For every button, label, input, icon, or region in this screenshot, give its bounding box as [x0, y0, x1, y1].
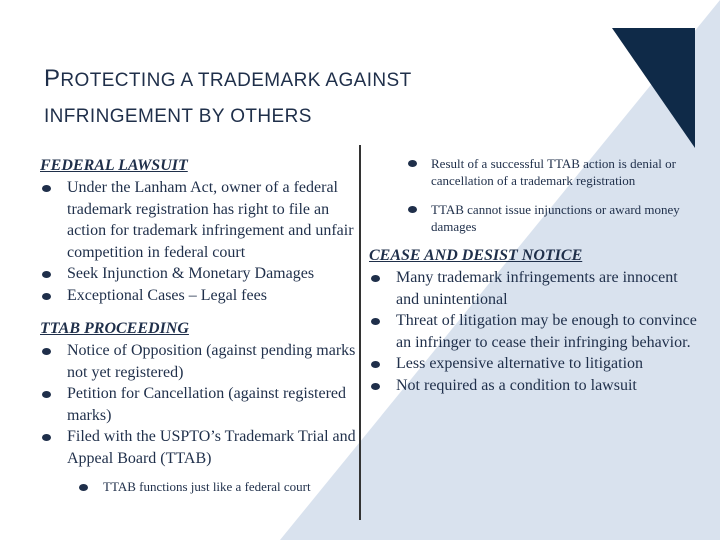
list-item — [40, 263, 360, 285]
list-item-text: TTAB cannot issue injunctions or award money damages — [431, 202, 680, 234]
bullet-icon — [79, 484, 88, 491]
federal-lawsuit-heading: FEDERAL LAWSUIT — [40, 157, 188, 174]
ttab-proceeding-heading: TTAB PROCEEDING — [40, 320, 189, 337]
list-item-text: Under the Lanham Act, owner of a federal trademark registration has right to file an action for trademark infringement and unfair competition in federal court — [67, 179, 354, 261]
list-item — [40, 177, 360, 263]
bullet-icon — [42, 391, 51, 398]
list-item — [40, 426, 360, 469]
list-item-text: Filed with the USPTO’s Trademark Trial and Appeal Board (TTAB) — [67, 428, 356, 467]
slide-title — [44, 66, 604, 130]
sub-list-item — [40, 478, 360, 495]
list-item — [369, 375, 699, 397]
cease-and-desist-heading: CEASE AND DESIST NOTICE — [369, 247, 583, 264]
bullet-icon — [42, 348, 51, 355]
bullet-icon — [408, 160, 417, 167]
list-item-text: Less expensive alternative to litigation — [396, 355, 644, 372]
list-item-text: Notice of Opposition (against pending marks not yet registered) — [67, 342, 356, 381]
bullet-icon — [371, 361, 380, 368]
cease-and-desist-list — [369, 267, 699, 396]
list-item-text: Seek Injunction & Monetary Damages — [67, 265, 315, 282]
list-item-text: TTAB functions just like a federal court — [103, 479, 311, 494]
list-item — [40, 285, 360, 307]
list-item — [369, 201, 699, 235]
title-line-1 — [44, 66, 604, 94]
right-column — [369, 155, 699, 396]
list-item-text: Not required as a condition to lawsuit — [396, 376, 637, 394]
title-initial: P — [44, 65, 61, 92]
list-item-text: Exceptional Cases – Legal fees — [67, 286, 267, 304]
list-item — [369, 155, 699, 189]
list-item — [40, 340, 360, 383]
list-item-text: Threat of litigation may be enough to convince an infringer to cease their infringing behavior. — [396, 312, 697, 351]
bullet-icon — [42, 293, 51, 300]
bullet-icon — [42, 434, 51, 441]
title-line-2: INFRINGEMENT BY OTHERS — [44, 106, 312, 127]
list-item-text: Many trademark infringements are innocent and unintentional — [396, 269, 678, 308]
title-line-1-text: ROTECTING A TRADEMARK AGAINST — [60, 70, 412, 91]
bullet-icon — [408, 206, 417, 213]
list-item — [40, 383, 360, 426]
ttab-result-list — [369, 155, 699, 235]
bullet-icon — [42, 271, 51, 278]
left-column — [40, 155, 360, 495]
list-item-text: Petition for Cancellation (against registered marks) — [67, 385, 347, 424]
list-item — [369, 353, 699, 375]
list-item-text: Result of a successful TTAB action is denial or cancellation of a trademark registration — [431, 156, 676, 188]
list-item — [369, 267, 699, 310]
list-item — [369, 310, 699, 353]
bullet-icon — [371, 383, 380, 390]
bullet-icon — [371, 318, 380, 325]
bullet-icon — [42, 185, 51, 192]
ttab-proceeding-list — [40, 340, 360, 495]
federal-lawsuit-list — [40, 177, 360, 306]
bullet-icon — [371, 275, 380, 282]
